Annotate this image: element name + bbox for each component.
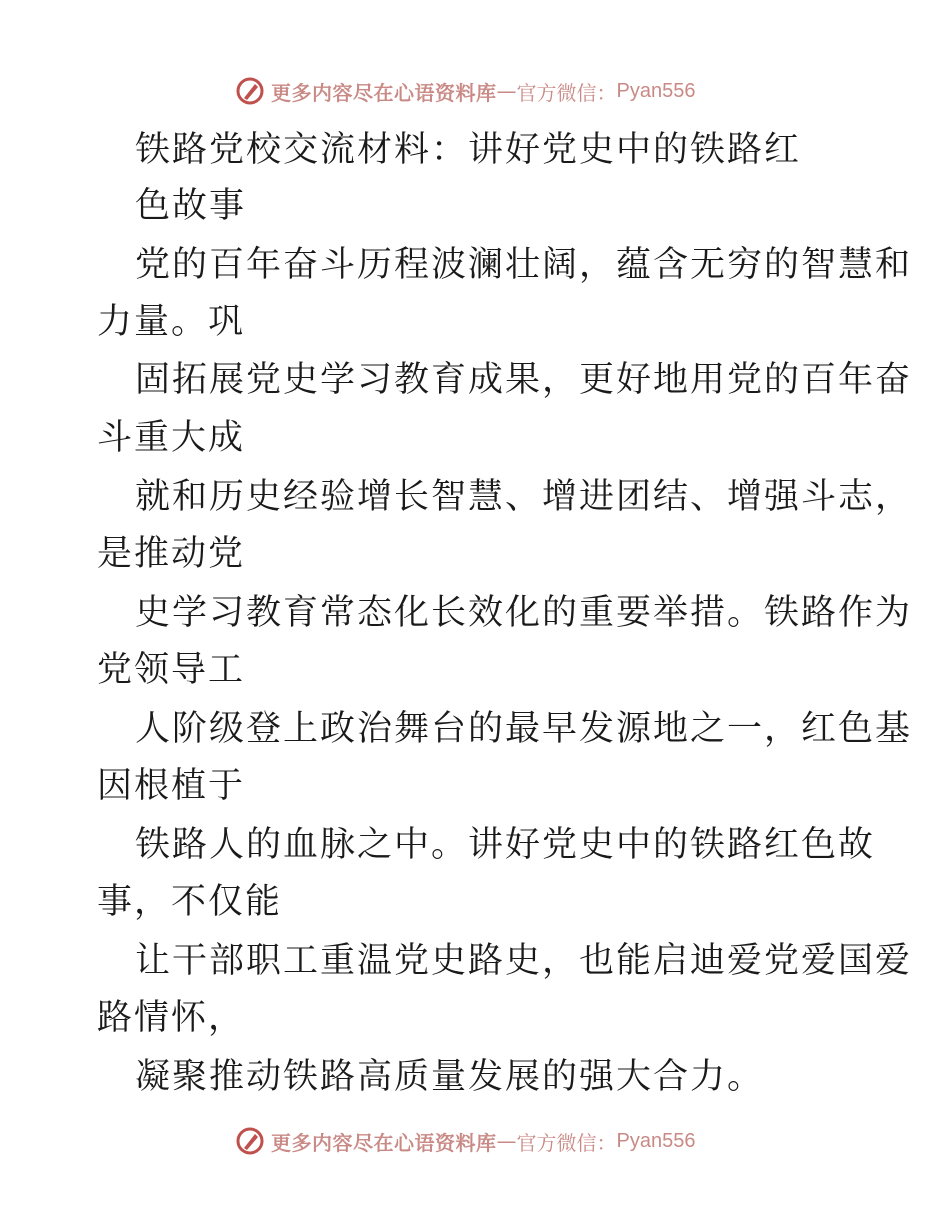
document-line: 凝聚推动铁路高质量发展的强大合力。	[135, 1057, 765, 1097]
document-line: 就和历史经验增长智慧、增进团结、增强斗志，	[135, 477, 913, 517]
watermark-account: Pyan556	[616, 79, 696, 102]
document-line: 让干部职工重温党史路史，也能启迪爱党爱国爱	[135, 941, 913, 981]
watermark-brand: 更多内容尽在心语资料库	[271, 1130, 497, 1155]
document-line: 力量。巩	[97, 302, 246, 342]
document-line: 事，不仅能	[97, 882, 283, 922]
document-line: 因根植于	[97, 766, 246, 806]
document-line: 党领导工	[97, 650, 246, 690]
watermark-account: Pyan556	[616, 1129, 696, 1152]
watermark-separator: —	[496, 1129, 517, 1153]
watermark-separator: —	[496, 79, 517, 103]
document-line: 斗重大成	[97, 418, 246, 458]
document-line: 铁路人的血脉之中。讲好党史中的铁路红色故	[135, 825, 876, 865]
watermark-brand: 更多内容尽在心语资料库	[271, 80, 497, 105]
pen-logo-icon	[235, 76, 265, 106]
watermark-label: 官方微信：	[516, 80, 617, 105]
document-line: 固拓展党史学习教育成果，更好地用党的百年奋	[135, 360, 913, 400]
pen-logo-icon	[235, 1126, 265, 1156]
footer-watermark	[235, 1123, 695, 1159]
document-line: 铁路党校交流材料：讲好党史中的铁路红	[135, 130, 802, 170]
header-watermark	[235, 73, 695, 109]
document-line: 史学习教育常态化长效化的重要举措。铁路作为	[135, 593, 913, 633]
document-line: 是推动党	[97, 534, 246, 574]
document-line: 路情怀，	[97, 998, 246, 1038]
document-line: 色故事	[135, 186, 247, 226]
document-line: 党的百年奋斗历程波澜壮阔，蕴含无穷的智慧和	[135, 245, 913, 285]
watermark-label: 官方微信：	[516, 1130, 617, 1155]
document-line: 人阶级登上政治舞台的最早发源地之一，红色基	[135, 709, 913, 749]
